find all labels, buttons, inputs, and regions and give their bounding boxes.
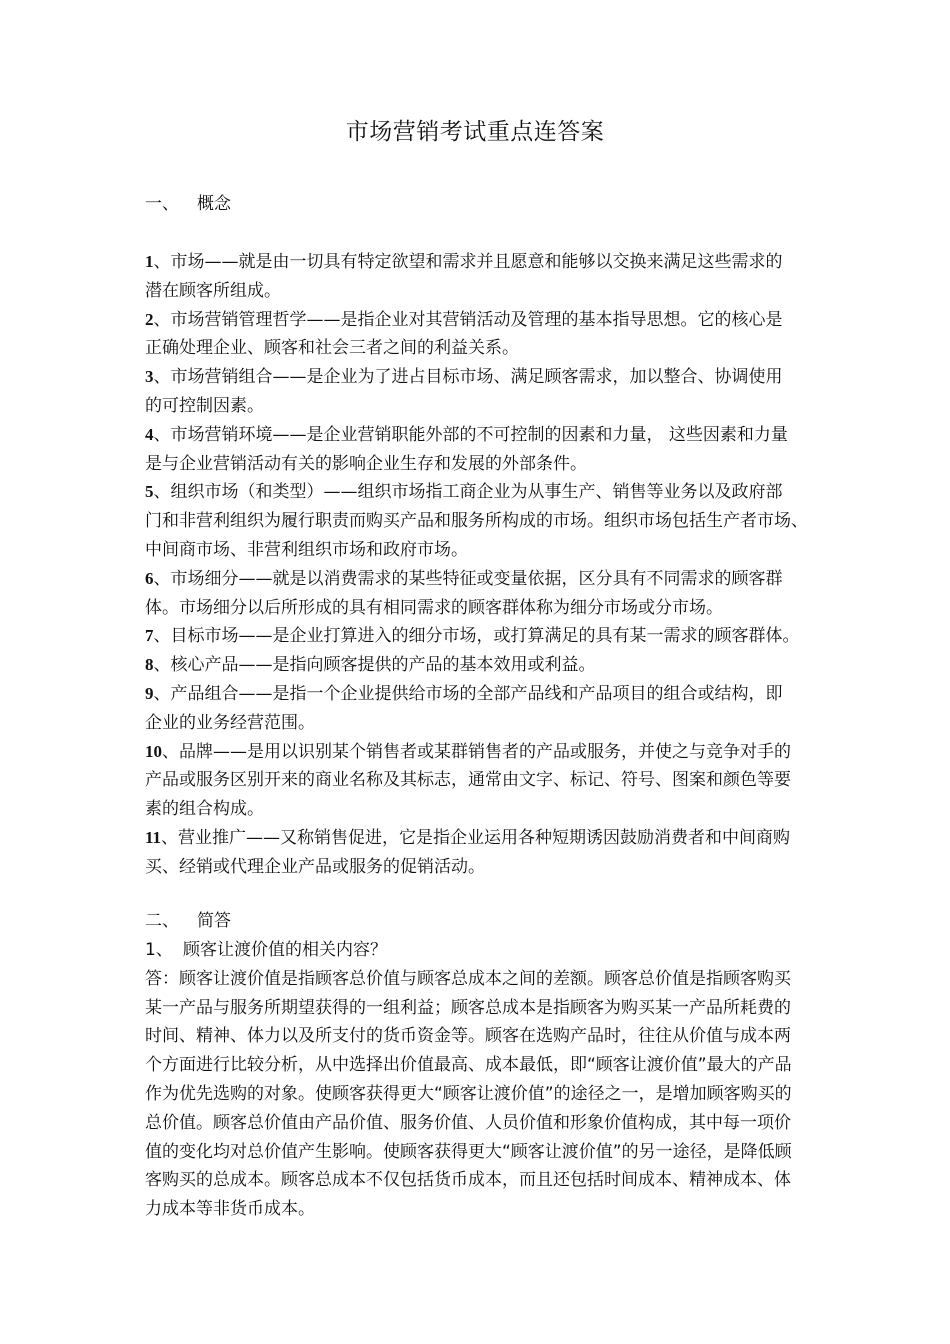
concept-item xyxy=(145,421,880,479)
concept-text: 体。市场细分以后所形成的具有相同需求的顾客群体称为细分市场或分市场。 xyxy=(145,597,723,618)
answer-line: 答：顾客让渡价值是指顾客总价值与顾客总成本之间的差额。顾客总价值是指顾客购买 xyxy=(145,968,791,989)
concept-text: 正确处理企业、顾客和社会三者之间的利益关系。 xyxy=(145,338,519,359)
concept-text: 素的组合构成。 xyxy=(145,799,264,820)
concept-text: 、产品组合——是指一个企业提供给市场的全部产品线和产品项目的组合或结构，即 xyxy=(153,683,783,704)
concept-number: 5 xyxy=(145,482,154,502)
concept-number: 3 xyxy=(145,367,154,387)
concept-line xyxy=(145,766,880,795)
concept-line xyxy=(145,565,880,594)
section-heading-concepts xyxy=(145,190,231,218)
concept-text: 企业的业务经营范围。 xyxy=(145,712,315,733)
concept-line xyxy=(145,709,880,738)
concept-number: 1 xyxy=(145,252,154,271)
concept-line xyxy=(145,622,880,651)
concept-text: 中间商市场、非营利组织市场和政府市场。 xyxy=(145,539,468,560)
concept-item xyxy=(145,248,880,306)
section-number: 二、 xyxy=(145,911,179,931)
concept-line xyxy=(145,421,880,450)
concept-number: 11 xyxy=(145,827,162,847)
concept-item xyxy=(145,824,880,882)
concept-line xyxy=(145,306,880,335)
concept-item xyxy=(145,622,880,651)
concept-text: 、市场营销环境——是企业营销职能外部的不可控制的因素和力量， 这些因素和力量 xyxy=(153,424,788,445)
section-number: 一、 xyxy=(145,194,179,214)
concept-text: 、市场营销组合——是企业为了进占目标市场、满足顾客需求，加以整合、协调使用 xyxy=(153,367,783,388)
concept-line xyxy=(145,795,880,824)
concept-text: 的可控制因素。 xyxy=(145,395,264,416)
concept-list xyxy=(145,248,880,882)
concept-text: 是与企业营销活动有关的影响企业生存和发展的外部条件。 xyxy=(145,453,587,474)
concept-line xyxy=(145,450,880,479)
concept-item xyxy=(145,306,880,364)
section-title: 概念 xyxy=(197,194,231,214)
answer-line: 客购买的总成本。顾客总成本不仅包括货币成本，而且还包括时间成本、精神成本、体 xyxy=(145,1170,791,1191)
concept-item xyxy=(145,565,880,623)
concept-line xyxy=(145,853,880,882)
concept-number: 6 xyxy=(145,568,154,588)
answer-paragraph xyxy=(145,965,880,1224)
concept-number: 8 xyxy=(145,655,154,675)
concept-text: 、市场营销管理哲学——是指企业对其营销活动及管理的基本指导思想。它的核心是 xyxy=(153,309,783,330)
concept-text: 、营业推广——又称销售促进，它是指企业运用各种短期诱因鼓励消费者和中间商购 xyxy=(161,827,791,848)
answer-line: 值的变化均对总价值产生影响。使顾客获得更大“顾客让渡价值”的另一途径，是降低顾 xyxy=(145,1141,792,1162)
section-heading-short-answer xyxy=(145,907,231,935)
concept-line xyxy=(145,536,880,565)
concept-line xyxy=(145,478,880,507)
concept-line xyxy=(145,594,880,623)
concept-text: 、核心产品——是指向顾客提供的产品的基本效用或利益。 xyxy=(153,655,596,676)
concept-item xyxy=(145,738,880,824)
document-title: 市场营销考试重点连答案 xyxy=(345,119,605,145)
concept-item xyxy=(145,680,880,738)
concept-number: 4 xyxy=(145,424,154,444)
concept-number: 2 xyxy=(145,309,154,329)
concept-text: 买、经销或代理企业产品或服务的促销活动。 xyxy=(145,856,485,877)
concept-text: 、市场——就是由一切具有特定欲望和需求并且愿意和能够以交换来满足这些需求的 xyxy=(153,252,783,272)
concept-text: 门和非营利组织为履行职责而购买产品和服务所构成的市场。组织市场包括生产者市场、 xyxy=(145,511,808,532)
concept-line xyxy=(145,277,880,306)
concept-number: 7 xyxy=(145,626,154,646)
concept-text: 、目标市场——是企业打算进入的细分市场，或打算满足的具有某一需求的顾客群体。 xyxy=(153,626,800,647)
concept-text: 、品牌——是用以识别某个销售者或某群销售者的产品或服务，并使之与竞争对手的 xyxy=(162,741,791,762)
concept-item xyxy=(145,363,880,421)
concept-text: 、市场细分——就是以消费需求的某些特征或变量依据，区分具有不同需求的顾客群 xyxy=(153,568,783,589)
concept-line xyxy=(145,680,880,709)
answer-line: 某一产品与服务所期望获得的一组利益；顾客总成本是指顾客为购买某一产品所耗费的 xyxy=(145,997,791,1018)
concept-number: 10 xyxy=(145,741,162,761)
concept-line xyxy=(145,651,880,680)
concept-line xyxy=(145,824,880,853)
concept-line xyxy=(145,738,880,767)
section-title: 简答 xyxy=(197,911,231,931)
concept-line xyxy=(145,392,880,421)
concept-line xyxy=(145,334,880,363)
concept-text: 潜在顾客所组成。 xyxy=(145,280,281,301)
answer-line: 时间、精神、体力以及所支付的货币资金等。顾客在选购产品时，往往从价值与成本两 xyxy=(145,1026,791,1047)
short-answer-block xyxy=(145,936,880,1224)
answer-line: 总价值。顾客总价值由产品价值、服务价值、人员价值和形象价值构成，其中每一项价 xyxy=(145,1112,791,1133)
concept-item xyxy=(145,478,880,564)
question-text: 顾客让渡价值的相关内容？ xyxy=(183,940,387,960)
answer-line: 力成本等非货币成本。 xyxy=(145,1199,315,1220)
question-line xyxy=(145,936,880,965)
question-number: 1、 xyxy=(145,940,173,960)
concept-text: 产品或服务区别开来的商业名称及其标志，通常由文字、标记、符号、图案和颜色等要 xyxy=(145,770,791,791)
concept-line xyxy=(145,507,880,536)
concept-line xyxy=(145,248,880,277)
concept-text: 、组织市场（和类型）——组织市场指工商企业为从事生产、销售等业务以及政府部 xyxy=(153,482,783,503)
answer-line: 作为优先选购的对象。使顾客获得更大“顾客让渡价值”的途径之一，是增加顾客购买的 xyxy=(145,1083,792,1104)
concept-number: 9 xyxy=(145,683,154,703)
answer-line: 个方面进行比较分析，从中选择出价值最高、成本最低，即“顾客让渡价值”最大的产品 xyxy=(145,1055,792,1076)
concept-line xyxy=(145,363,880,392)
concept-item xyxy=(145,651,880,680)
